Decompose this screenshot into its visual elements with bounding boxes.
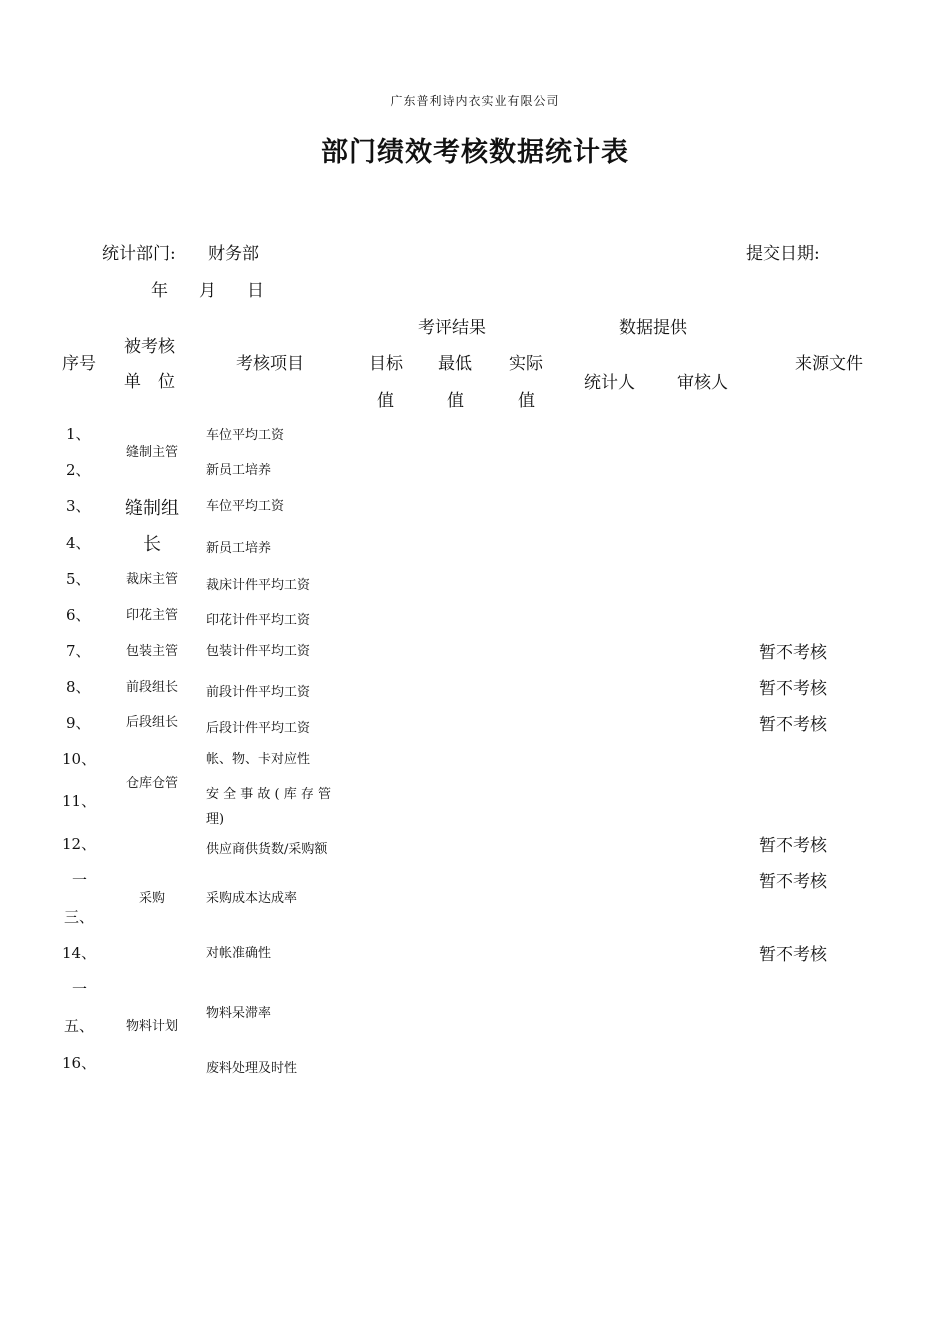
seq-15-line2: 五、	[64, 1017, 95, 1035]
item-8: 前段计件平均工资	[206, 685, 311, 700]
note-row-13: 暂不考核	[759, 872, 827, 892]
item-1: 车位平均工资	[206, 428, 285, 443]
date-day: 日	[247, 281, 264, 301]
dept-label: 统计部门:	[102, 244, 176, 264]
item-10: 帐、物、卡对应性	[206, 752, 311, 767]
seq-9: 9、	[66, 714, 91, 732]
unit-front-leader: 前段组长	[125, 680, 179, 695]
header-actual-line2: 值	[518, 391, 535, 411]
header-reviewer: 审核人	[677, 373, 728, 393]
header-unit-line1: 被考核	[124, 337, 175, 357]
item-11-line1: 安 全 事 故 ( 库 存 管	[206, 787, 331, 802]
header-min-line1: 最低	[438, 354, 472, 374]
unit-back-leader: 后段组长	[125, 715, 179, 730]
seq-1: 1、	[66, 425, 91, 443]
unit-printing-supervisor: 印花主管	[125, 608, 179, 623]
item-5: 裁床计件平均工资	[206, 578, 311, 593]
item-11-line2: 理)	[206, 812, 225, 827]
seq-8: 8、	[66, 678, 91, 696]
item-4: 新员工培养	[206, 541, 272, 556]
seq-11: 11、	[62, 792, 97, 810]
seq-15-line1: 一	[72, 980, 88, 998]
item-2: 新员工培养	[206, 463, 272, 478]
unit-sewing-leader-line2: 长	[143, 534, 161, 555]
item-12: 供应商供货数/采购额	[206, 842, 328, 857]
header-min-line2: 值	[447, 391, 464, 411]
date-year: 年	[151, 281, 168, 301]
dept-value: 财务部	[208, 244, 259, 264]
note-row-14: 暂不考核	[759, 945, 827, 965]
header-actual-line1: 实际	[509, 354, 543, 374]
submit-date-label: 提交日期:	[746, 244, 820, 264]
note-row-8: 暂不考核	[759, 679, 827, 699]
seq-13-line2: 三、	[64, 908, 95, 926]
seq-13-line1: 一	[72, 871, 88, 889]
note-row-12: 暂不考核	[759, 836, 827, 856]
header-target-line1: 目标	[369, 354, 403, 374]
seq-3: 3、	[66, 497, 91, 515]
company-name: 广东普利诗内衣实业有限公司	[390, 94, 560, 108]
seq-2: 2、	[66, 461, 91, 479]
seq-5: 5、	[66, 570, 91, 588]
unit-cutting-supervisor: 裁床主管	[125, 572, 179, 587]
unit-sewing-supervisor: 缝制主管	[125, 445, 179, 460]
unit-packing-supervisor: 包装主管	[125, 644, 179, 659]
item-14: 对帐准确性	[206, 946, 272, 961]
seq-4: 4、	[66, 534, 91, 552]
unit-sewing-leader-line1: 缝制组	[125, 498, 179, 519]
header-seq: 序号	[62, 354, 96, 374]
unit-warehouse-keeper: 仓库仓管	[125, 776, 179, 791]
item-7: 包装计件平均工资	[206, 644, 311, 659]
page-title: 部门绩效考核数据统计表	[321, 137, 629, 168]
item-3: 车位平均工资	[206, 499, 285, 514]
seq-7: 7、	[66, 642, 91, 660]
note-row-9: 暂不考核	[759, 715, 827, 735]
unit-material-planning: 物料计划	[125, 1019, 179, 1034]
header-source: 来源文件	[795, 354, 863, 374]
note-row-7: 暂不考核	[759, 643, 827, 663]
item-13: 采购成本达成率	[206, 891, 298, 906]
item-9: 后段计件平均工资	[206, 721, 311, 736]
item-15: 物料呆滞率	[206, 1006, 272, 1021]
unit-purchasing: 采购	[138, 891, 166, 906]
seq-12: 12、	[62, 835, 97, 853]
seq-10: 10、	[62, 750, 97, 768]
header-item: 考核项目	[236, 354, 304, 374]
item-16: 废料处理及时性	[206, 1061, 298, 1076]
header-result-group: 考评结果	[418, 318, 486, 338]
item-6: 印花计件平均工资	[206, 613, 311, 628]
header-data-group: 数据提供	[619, 318, 687, 338]
header-target-line2: 值	[377, 391, 394, 411]
seq-6: 6、	[66, 606, 91, 624]
seq-14: 14、	[62, 944, 97, 962]
date-month: 月	[199, 281, 216, 301]
header-counter: 统计人	[584, 373, 635, 393]
header-unit-line2: 单 位	[124, 372, 175, 392]
seq-16: 16、	[62, 1054, 97, 1072]
